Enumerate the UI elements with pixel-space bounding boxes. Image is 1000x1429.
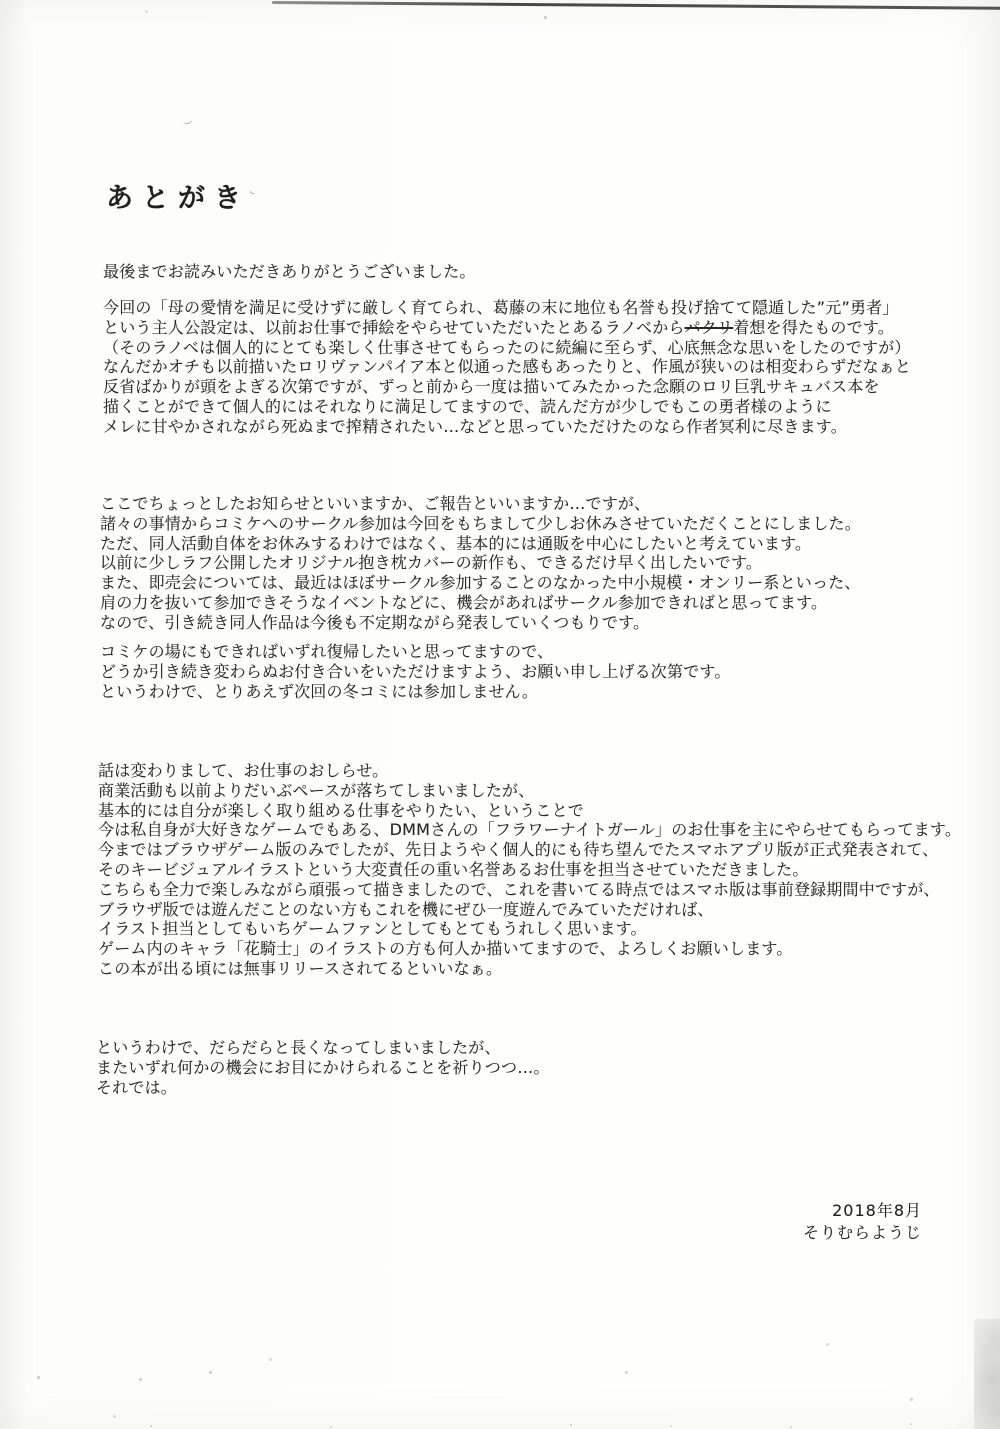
text-line: なんだかオチも以前描いたロリヴァンパイア本と似通った感もあったりと、作風が狭いのは相変わらずだなぁと (103, 357, 912, 377)
scan-speck (625, 1371, 628, 1374)
scan-speck (826, 1343, 829, 1346)
text-line: ゲーム内のキャラ「花騎士」のイラストの方も何人か描いてますので、よろしくお願いします。 (98, 939, 793, 959)
text-line: コミケの場にもできればいずれ復帰したいと思ってますので、 (100, 642, 554, 661)
text-line: そのキービジュアルイラストという大変責任の重い名誉あるお仕事を担当させていただきました。 (98, 859, 809, 879)
date-line: 2018年8月 (832, 1201, 922, 1220)
scan-speck (139, 1378, 142, 1381)
text-line: イラスト担当としてもいちゲームファンとしてもとてもうれしく思います。 (98, 919, 647, 939)
paragraph-news (100, 494, 861, 633)
text-line: 基本的には自分が楽しく取り組める仕事をやりたい、ということで (98, 800, 585, 820)
text-line: ここでちょっとしたお知らせといいますか、ご報告といいますか…ですが、 (100, 494, 651, 513)
text-line: 商業活動も以前よりだいぶペースが落ちてしまいましたが、 (98, 780, 535, 800)
text-line: またいずれ何かの機会にお目にかけられることを祈りつつ…。 (96, 1057, 550, 1077)
text-line: メレに甘やかされながら死ぬまで搾精されたい…などと思っていただけたのなら作者冥利に尽きます。 (103, 416, 847, 436)
text-line: 今は私自身が大好きなゲームでもある、DMMさんの「フラワーナイトガール」のお仕事を主にやらせてもらってます。 (98, 820, 962, 840)
text-line: ブラウザ版では遊んだことのない方もこれを機にぜひ一度遊んでみていただければ、 (98, 899, 714, 919)
author-name: そりむらようじ (802, 1222, 922, 1242)
paragraph-intro (103, 298, 911, 437)
paragraph-work (98, 761, 961, 979)
scan-smudge (974, 1319, 1000, 1429)
scan-speck (269, 1358, 272, 1361)
text-line: 描くことができて個人的にはそれなりに満足してますので、読んだ方が少しでもこの勇者様のように (103, 396, 832, 416)
scan-edge-line (272, 1, 1000, 9)
struck-text: パクリ (684, 317, 734, 337)
text-line: 最後までお読みいただきありがとうございました。 (103, 262, 476, 281)
text-line: こちらも全力で楽しみながら頑張って描きましたので、これを書いてる時点ではスマホ版は事前登録期間中ですが、 (98, 879, 940, 899)
scan-speck (209, 1371, 212, 1374)
text-line: ただ、同人活動自体をお休みするわけではなく、基本的には通販を中心にしたいと考えています。 (100, 533, 812, 553)
paragraph-thanks (103, 262, 476, 282)
text-line: また、即売会については、最近はほぼサークル参加することのなかった中小規模・オンリー系といった、 (100, 573, 861, 593)
signature-block (803, 1200, 922, 1243)
scan-stray-mark (182, 117, 192, 125)
text-segment: という主人公設定は、以前お仕事で挿絵をやらせていただいたとあるラノベから (103, 317, 685, 337)
scan-speck (113, 1415, 116, 1418)
scan-speck (145, 10, 148, 13)
text-line: 話は変わりまして、お仕事のおしらせ。 (98, 761, 389, 780)
text-line: というわけで、だらだらと長くなってしまいましたが、 (96, 1038, 501, 1057)
page-title: あとがき (106, 183, 250, 215)
text-line: （そのラノベは個人的にとても楽しく仕事させてもらったのに続編に至らず、心底無念な思いをしたのですが） (103, 337, 911, 357)
text-line: それでは。 (96, 1077, 178, 1097)
text-line: どうか引き続き変わらぬお付き合いをいただけますよう、お願い申し上げる次第です。 (100, 661, 731, 681)
text-segment: 着想を得たものです。 (733, 317, 894, 337)
scan-speck (544, 16, 547, 19)
scan-stray-mark (249, 187, 257, 195)
text-line: なので、引き続き同人作品は今後も不定期ながら発表していくつもりです。 (100, 612, 650, 632)
scan-speck (37, 1376, 40, 1379)
text-line: 反省ばかりが頭をよぎる次第ですが、ずっと前から一度は描いてみたかった念願のロリ巨乳サキュバス本を (103, 377, 880, 397)
scan-edge-noise (150, 1425, 152, 1427)
paragraph-comike (100, 642, 731, 701)
text-line: 以前に少しラフ公開したオリジナル抱き枕カバーの新作も、できるだけ早く出したいです。 (100, 553, 763, 573)
text-line: というわけで、とりあえず次回の冬コミには参加しません。 (100, 681, 539, 701)
text-line: 今まではブラウザゲーム版のみでしたが、先日ようやく個人的にも待ち望んでたスマホアプリ版が正式発表されて、 (98, 840, 939, 860)
scan-speck (910, 1398, 913, 1401)
text-line: 肩の力を抜いて参加できそうなイベントなどに、機会があればサークル参加できればと思ってます。 (100, 592, 828, 612)
text-line (103, 318, 911, 338)
paragraph-closing (96, 1038, 550, 1097)
text-line: 諸々の事情からコミケへのサークル参加は今回をもちまして少しお休みさせていただくことにしました。 (100, 513, 861, 533)
text-line: この本が出る頃には無事リリースされてるといいなぁ。 (98, 958, 503, 978)
text-line: 今回の「母の愛情を満足に受けずに厳しく育てられ、葛藤の末に地位も名誉も投げ捨てて隠遁した”元”勇者」 (103, 298, 899, 317)
